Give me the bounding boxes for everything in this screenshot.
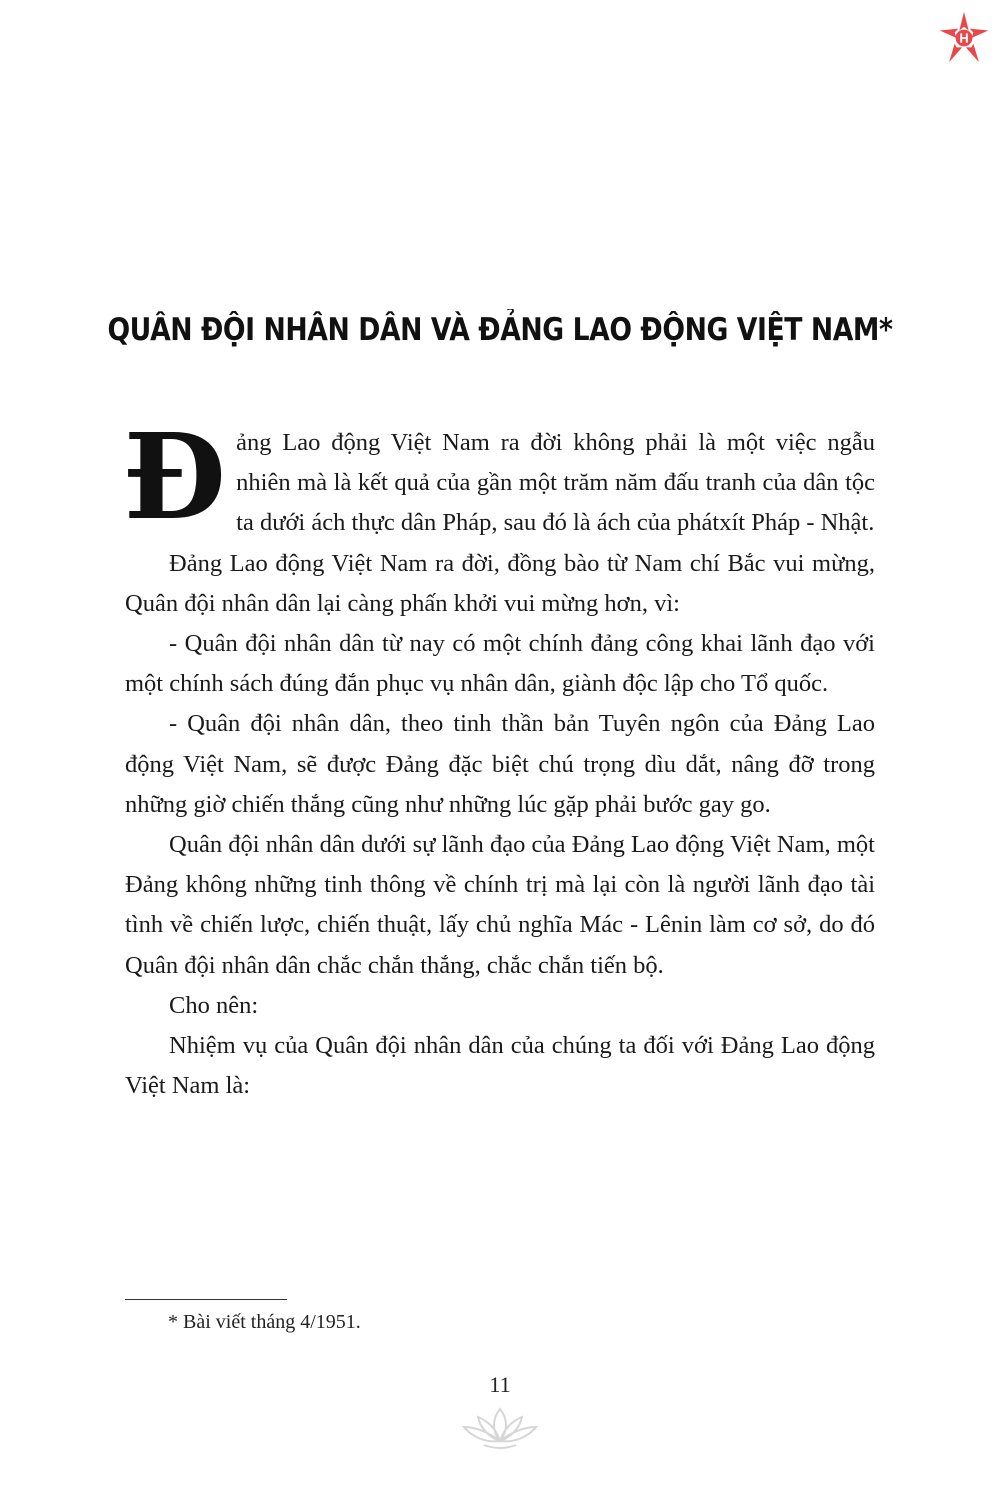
paragraph: Đảng Lao động Việt Nam ra đời, đồng bào từ Nam chí Bắc vui mừng, Quân đội nhân dân lại càng phấn khởi vui mừng hơn, vì: (125, 549, 875, 617)
footnote: * Bài viết tháng 4/1951. (168, 1311, 361, 1333)
paragraph (123, 407, 875, 546)
body-text (123, 407, 875, 1106)
lotus-ornament-icon (458, 1403, 542, 1451)
footnote-divider (125, 1299, 287, 1300)
paragraph: Cho nên: (169, 991, 259, 1019)
paragraph: - Quân đội nhân dân từ nay có một chính đảng công khai lãnh đạo với một chính sách đúng đắn phục vụ nhân dân, giành độc lập cho Tổ quốc. (125, 630, 875, 698)
paragraph-text: ảng Lao động Việt Nam ra đời không phải là một việc ngẫu nhiên mà là kết quả của gần một trăm năm đấu tranh của dân tộc ta dưới ách thực dân Pháp, sau đó là ách của phátxít Pháp - Nhật. (236, 429, 875, 537)
paragraph: Nhiệm vụ của Quân đội nhân dân của chúng ta đối với Đảng Lao động Việt Nam là: (125, 1032, 875, 1100)
drop-cap: Đ (123, 407, 227, 546)
paragraph: Quân đội nhân dân dưới sự lãnh đạo của Đảng Lao động Việt Nam, một Đảng không những tinh thông về chính trị mà lại còn là người lãnh đạo tài tình về chiến lược, chiến thuật, lấy chủ nghĩa Mác - Lênin làm cơ sở, do đó Quân đội nhân dân chắc chắn thắng, chắc chắn tiến bộ. (125, 831, 875, 979)
page-title: QUÂN ĐỘI NHÂN DÂN VÀ ĐẢNG LAO ĐỘNG VIỆT NAM* (107, 312, 893, 348)
publisher-star-logo-icon (936, 10, 992, 66)
paragraph: - Quân đội nhân dân, theo tinh thần bản Tuyên ngôn của Đảng Lao động Việt Nam, sẽ được Đảng đặc biệt chú trọng dìu dắt, nâng đỡ trong những giờ chiến thắng cũng như những lúc gặp phải bước gay go. (125, 710, 875, 818)
page-number: 11 (489, 1372, 511, 1397)
